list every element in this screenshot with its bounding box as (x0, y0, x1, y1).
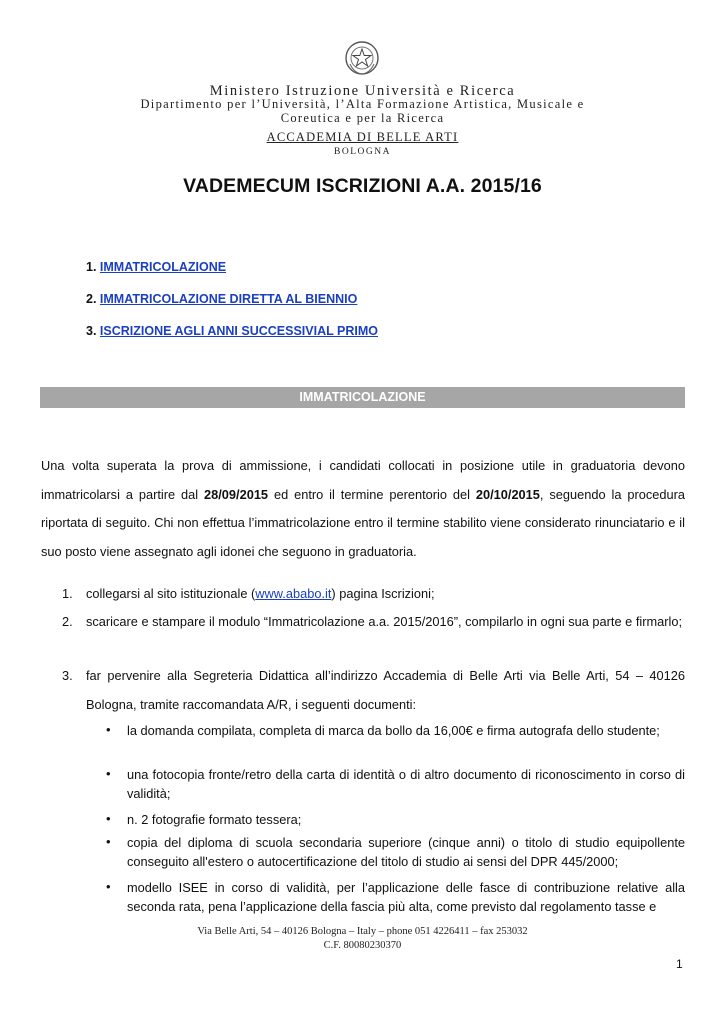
intro-text: , seguendo la procedura riportata di seguito. Chi non effettua l’immatricolazione entro il termine stabilito viene considerato rinunciatario e il suo posto viene assegnato agli idonei che seguono in graduatoria. (41, 486, 685, 559)
step-text: ) pagina Iscrizioni; (331, 586, 435, 601)
toc-link-biennio[interactable]: IMMATRICOLAZIONE DIRETTA AL BIENNIO (99, 292, 358, 306)
page-title: VADEMECUM ISCRIZIONI A.A. 2015/16 (183, 175, 542, 197)
bullet-icon: • (106, 722, 111, 737)
bullet-icon: • (106, 879, 111, 894)
toc-item-3 (86, 324, 378, 338)
ministry-name: Ministero Istruzione Università e Ricerca (209, 83, 516, 99)
document-item: la domanda compilata, completa di marca da bollo da 16,00€ e firma autografa dello studente; (127, 723, 660, 738)
toc-number: 1. (86, 260, 97, 274)
toc-item-2 (86, 292, 357, 306)
toc-link-iscrizione[interactable]: ISCRIZIONE AGLI ANNI SUCCESSIVIAL PRIMO (99, 324, 378, 338)
document-item: copia del diploma di scuola secondaria superiore (cinque anni) o titolo di studio equipollente conseguito all'estero o autocertificazione del titolo di studio ai sensi del DPR 445/2000; (127, 835, 685, 869)
section-heading: IMMATRICOLAZIONE (40, 387, 685, 408)
start-date: 28/09/2015 (204, 486, 269, 502)
step-text: collegarsi al sito istituzionale ( (86, 586, 256, 601)
step-number: 1. (62, 586, 73, 601)
step-number: 3. (62, 668, 73, 683)
page-number: 1 (676, 957, 683, 971)
step-number: 2. (62, 614, 73, 629)
toc-item-1 (86, 260, 226, 274)
footer-address: Via Belle Arti, 54 – 40126 Bologna – Italy – phone 051 4226411 – fax 253032 (197, 926, 528, 937)
academy-city: BOLOGNA (334, 147, 391, 157)
department-line-2: Coreutica e per la Ricerca (280, 111, 445, 125)
step-3: far pervenire alla Segreteria Didattica all’indirizzo Accademia di Belle Arti via Belle Arti, 54 – 40126 Bologna, tramite raccomandata A/R, i seguenti documenti: (86, 668, 685, 712)
document-item: una fotocopia fronte/retro della carta di identità o di altro documento di riconoscimento in corso di validità; (127, 767, 685, 801)
intro-text: Una volta superata la prova di ammissione, i candidati collocati in posizione utile in graduatoria devono immatricolarsi a partire dal (41, 458, 685, 502)
academy-name (0, 130, 725, 145)
footer-tax-code: C.F. 80080230370 (323, 940, 402, 951)
italian-republic-emblem-icon (344, 40, 380, 76)
bullet-icon: • (106, 834, 111, 849)
document-item: n. 2 fotografie formato tessera; (127, 812, 302, 827)
department-line-1: Dipartimento per l’Università, l’Alta Formazione Artistica, Musicale e (140, 97, 585, 111)
intro-text: ed entro il termine perentorio del (268, 486, 476, 502)
toc-link-immatricolazione[interactable]: IMMATRICOLAZIONE (99, 260, 227, 274)
intro-paragraph (41, 452, 685, 566)
department-name (0, 97, 725, 125)
toc-number: 2. (86, 292, 97, 306)
bullet-icon: • (106, 811, 111, 826)
website-link[interactable]: www.ababo.it (255, 586, 332, 601)
step-1 (86, 580, 685, 609)
deadline-date: 20/10/2015 (475, 486, 540, 502)
academy-name-text: ACCADEMIA DI BELLE ARTI (266, 130, 459, 144)
bullet-icon: • (106, 766, 111, 781)
step-2: scaricare e stampare il modulo “Immatricolazione a.a. 2015/2016”, compilarlo in ogni sua parte e firmarlo; (86, 614, 683, 629)
toc-number: 3. (86, 324, 97, 338)
document-item: modello ISEE in corso di validità, per l’applicazione delle fasce di contribuzione relative alla seconda rata, pena l’applicazione della fascia più alta, come previsto dal regolamento tasse e (127, 880, 685, 914)
